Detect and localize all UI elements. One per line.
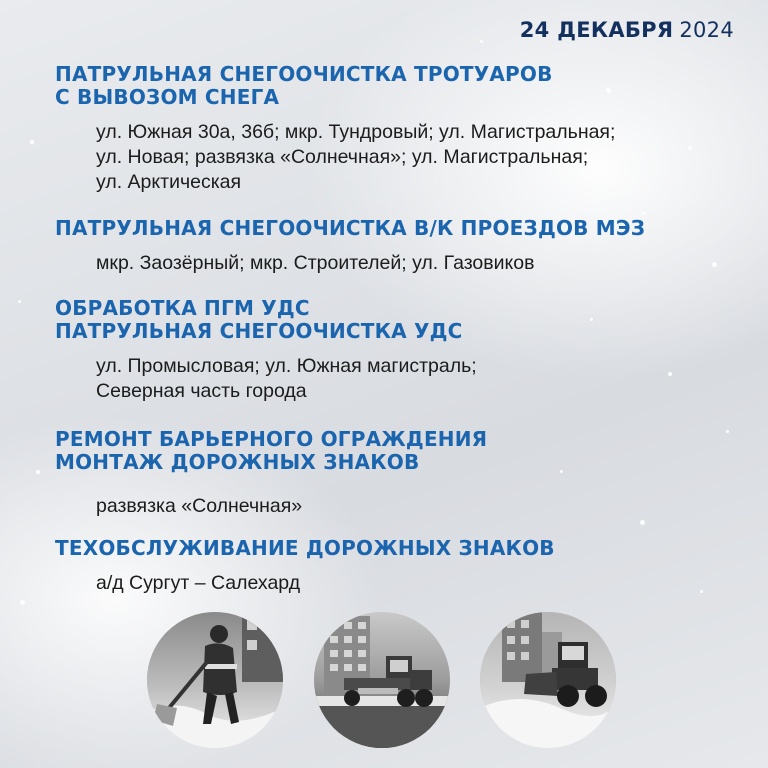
section-body [55, 120, 745, 195]
section-title [55, 537, 745, 560]
section-title [55, 63, 745, 109]
snow-loader-photo [480, 612, 616, 748]
section-body-line: развязка «Солнечная» [96, 495, 303, 517]
section-title-line: ПАТРУЛЬНАЯ СНЕГООЧИСТКА ТРОТУАРОВ [55, 62, 553, 86]
section-title [55, 428, 745, 474]
section-title-line: РЕМОНТ БАРЬЕРНОГО ОГРАЖДЕНИЯ [55, 427, 488, 451]
section-sidewalk-cleaning [55, 63, 745, 195]
section-body-line: ул. Новая; развязка «Солнечная»; ул. Магистральная; [96, 146, 589, 168]
section-body-line: мкр. Заозёрный; мкр. Строителей; ул. Газовиков [96, 252, 535, 274]
section-body-line: ул. Промысловая; ул. Южная магистраль; [96, 355, 477, 377]
road-grader-photo [314, 612, 450, 748]
section-body [55, 354, 745, 404]
section-title-line: С ВЫВОЗОМ СНЕГА [55, 85, 280, 109]
section-pgm-treatment [55, 297, 745, 404]
section-body-line: а/д Сургут – Салехард [96, 572, 301, 594]
section-body [55, 251, 745, 276]
date-day-month: 24 ДЕКАБРЯ [519, 18, 674, 42]
section-title [55, 297, 745, 343]
section-title-line: МОНТАЖ ДОРОЖНЫХ ЗНАКОВ [55, 450, 420, 474]
section-body-line: ул. Южная 30а, 36б; мкр. Тундровый; ул. Магистральная; [96, 121, 616, 143]
section-body [55, 494, 745, 519]
worker-shoveling-snow-photo [147, 612, 283, 748]
section-barrier-repair [55, 428, 745, 519]
section-body-line: ул. Арктическая [96, 171, 242, 193]
section-sign-maintenance [55, 537, 745, 596]
section-title-line: ТЕХОБСЛУЖИВАНИЕ ДОРОЖНЫХ ЗНАКОВ [55, 536, 555, 560]
section-title-line: ПАТРУЛЬНАЯ СНЕГООЧИСТКА УДС [55, 319, 463, 343]
section-title-line: ПАТРУЛЬНАЯ СНЕГООЧИСТКА В/К ПРОЕЗДОВ МЭЗ [55, 216, 646, 240]
section-body [55, 571, 745, 596]
date-header [520, 18, 734, 42]
section-body-line: Северная часть города [96, 380, 307, 402]
section-title-line: ОБРАБОТКА ПГМ УДС [55, 296, 310, 320]
section-title [55, 217, 745, 240]
section-driveway-cleaning [55, 217, 745, 276]
date-year: 2024 [679, 18, 734, 42]
